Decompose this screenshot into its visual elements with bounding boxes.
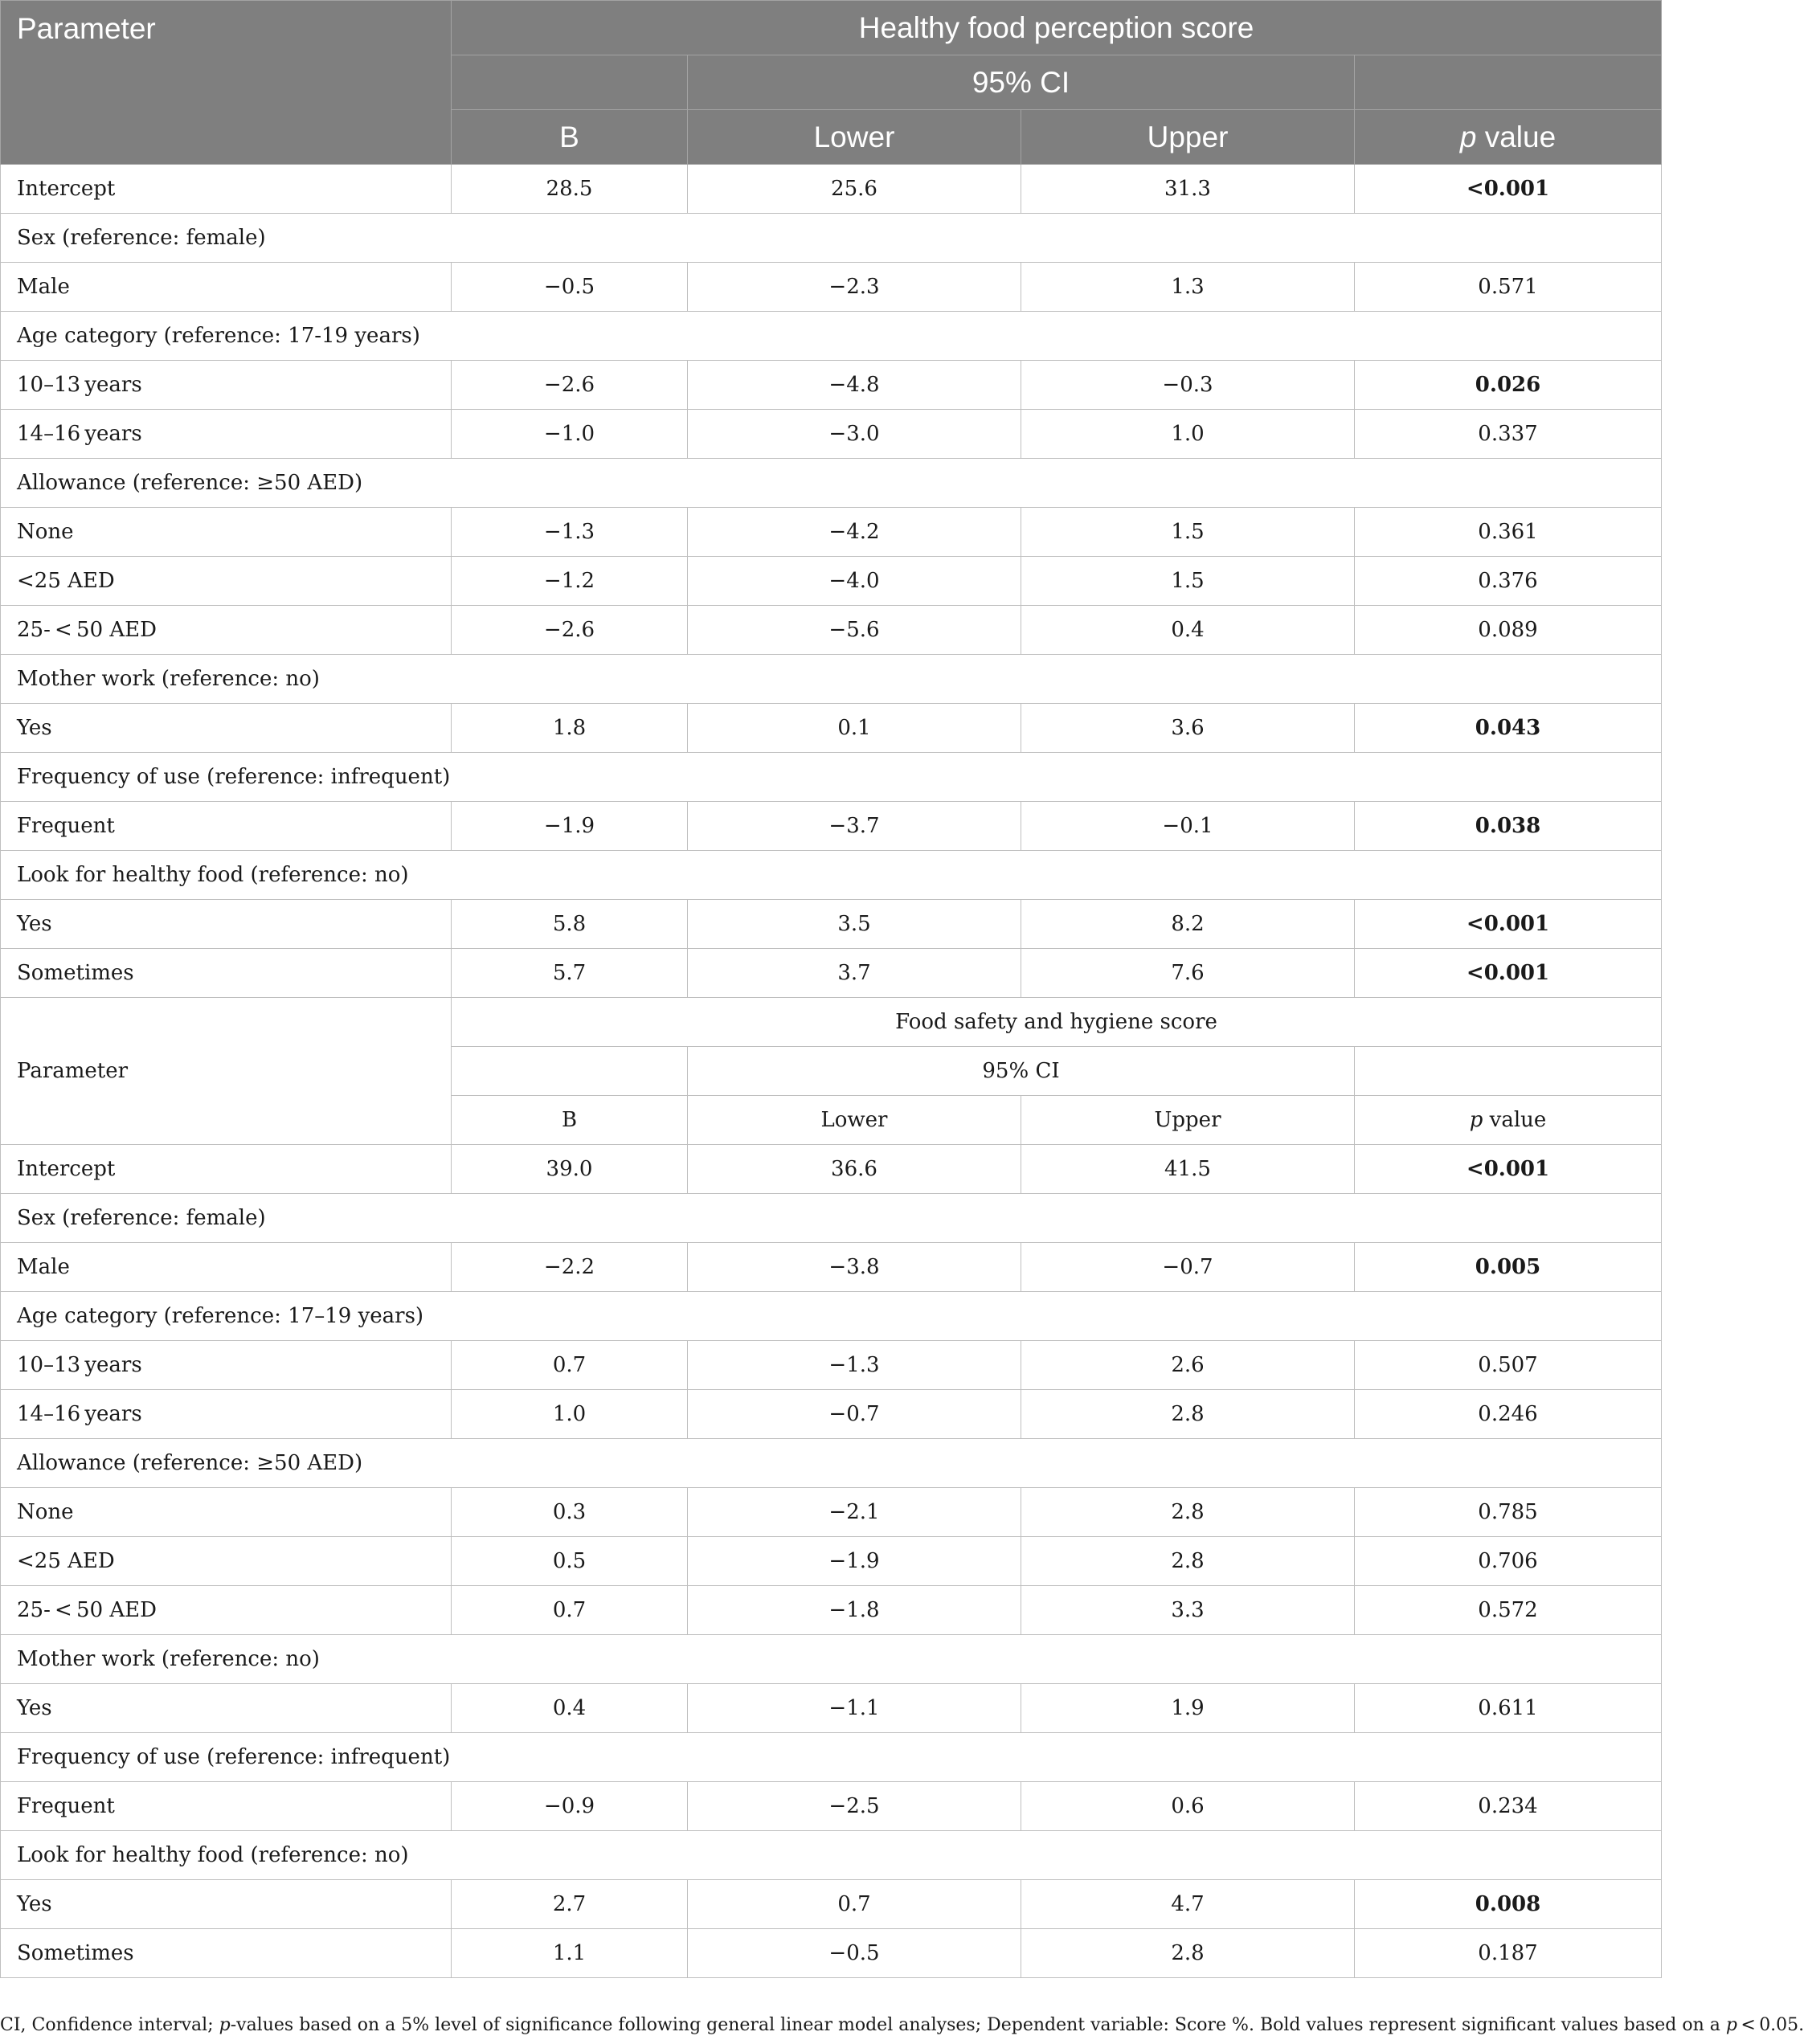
- row-label: <25 AED: [1, 557, 452, 606]
- lower-value: −2.3: [688, 263, 1021, 312]
- table-row: [1, 1341, 1662, 1390]
- p-value: 0.089: [1355, 606, 1662, 655]
- p-value: 0.246: [1355, 1390, 1662, 1439]
- lower-value: −1.3: [688, 1341, 1021, 1390]
- upper-value: 7.6: [1021, 949, 1355, 998]
- p-value: 0.038: [1355, 802, 1662, 851]
- p-value-header: p value: [1355, 1096, 1662, 1145]
- lower-value: −2.5: [688, 1782, 1021, 1831]
- row-label: Intercept: [1, 1145, 452, 1194]
- table-row: [1, 606, 1662, 655]
- section-row: [1, 1635, 1662, 1684]
- lower-value: −1.9: [688, 1537, 1021, 1586]
- row-label: Yes: [1, 900, 452, 949]
- lower-value: −0.5: [688, 1929, 1021, 1978]
- table-row: [1, 508, 1662, 557]
- row-label: Male: [1, 263, 452, 312]
- upper-header: Upper: [1021, 1096, 1355, 1145]
- b-value: −2.2: [452, 1243, 688, 1292]
- row-label: 14–16 years: [1, 1390, 452, 1439]
- section-row: [1, 1831, 1662, 1880]
- lower-value: −4.0: [688, 557, 1021, 606]
- b-value: 0.5: [452, 1537, 688, 1586]
- section-label: Frequency of use (reference: infrequent): [1, 753, 1662, 802]
- section-label: Mother work (reference: no): [1, 655, 1662, 704]
- lower-header: Lower: [688, 1096, 1021, 1145]
- b-value: 5.8: [452, 900, 688, 949]
- p-value: 0.008: [1355, 1880, 1662, 1929]
- b-value: 0.7: [452, 1586, 688, 1635]
- row-label: Intercept: [1, 165, 452, 214]
- blank-cell: [1355, 55, 1662, 110]
- section-row: [1, 312, 1662, 361]
- lower-value: −2.1: [688, 1488, 1021, 1537]
- b-value: −1.2: [452, 557, 688, 606]
- p-value-header: p value: [1355, 110, 1662, 165]
- section-label: Mother work (reference: no): [1, 1635, 1662, 1684]
- p-value: 0.611: [1355, 1684, 1662, 1733]
- upper-value: 31.3: [1021, 165, 1355, 214]
- table-row: [1, 802, 1662, 851]
- section-row: [1, 851, 1662, 900]
- row-label: 10–13 years: [1, 361, 452, 410]
- parameter-header: Parameter: [1, 1, 452, 165]
- section-label: Allowance (reference: ≥50 AED): [1, 1439, 1662, 1488]
- section-label: Look for healthy food (reference: no): [1, 851, 1662, 900]
- table-row: [1, 410, 1662, 459]
- lower-value: −4.2: [688, 508, 1021, 557]
- b-value: 1.8: [452, 704, 688, 753]
- table-row: [1, 1684, 1662, 1733]
- section-row: [1, 655, 1662, 704]
- row-label: 25- < 50 AED: [1, 606, 452, 655]
- ci-header: 95% CI: [688, 55, 1355, 110]
- lower-value: 0.1: [688, 704, 1021, 753]
- table-row: [1, 1145, 1662, 1194]
- upper-value: 1.5: [1021, 557, 1355, 606]
- p-value: <0.001: [1355, 949, 1662, 998]
- p-value: 0.571: [1355, 263, 1662, 312]
- row-label: Sometimes: [1, 949, 452, 998]
- section-row: [1, 1194, 1662, 1243]
- section-label: Allowance (reference: ≥50 AED): [1, 459, 1662, 508]
- table-row: [1, 1537, 1662, 1586]
- upper-value: 8.2: [1021, 900, 1355, 949]
- table-footnote: CI, Confidence interval; p-values based on a 5% level of significance following general linear model analyses; Dependent variable: Score %. Bold values represent significant values based on a p < 0.05.: [0, 2015, 1804, 2035]
- p-value: 0.572: [1355, 1586, 1662, 1635]
- b-value: −0.5: [452, 263, 688, 312]
- score-title: Food safety and hygiene score: [452, 998, 1662, 1047]
- table-row: [1, 704, 1662, 753]
- lower-value: 3.7: [688, 949, 1021, 998]
- upper-value: 2.6: [1021, 1341, 1355, 1390]
- b-value: −0.9: [452, 1782, 688, 1831]
- upper-value: −0.3: [1021, 361, 1355, 410]
- row-label: Frequent: [1, 802, 452, 851]
- lower-value: −4.8: [688, 361, 1021, 410]
- header-row: [1, 998, 1662, 1047]
- section-row: [1, 459, 1662, 508]
- b-header: B: [452, 1096, 688, 1145]
- header-row: [1, 1, 1662, 55]
- section-row: [1, 1733, 1662, 1782]
- b-value: 0.4: [452, 1684, 688, 1733]
- p-value: <0.001: [1355, 900, 1662, 949]
- p-value: 0.005: [1355, 1243, 1662, 1292]
- section-label: Sex (reference: female): [1, 1194, 1662, 1243]
- b-value: 39.0: [452, 1145, 688, 1194]
- b-value: −1.9: [452, 802, 688, 851]
- b-value: −2.6: [452, 606, 688, 655]
- row-label: Sometimes: [1, 1929, 452, 1978]
- upper-value: −0.1: [1021, 802, 1355, 851]
- upper-value: 1.9: [1021, 1684, 1355, 1733]
- lower-value: −3.7: [688, 802, 1021, 851]
- p-value: 0.337: [1355, 410, 1662, 459]
- table-row: [1, 1390, 1662, 1439]
- section-row: [1, 1439, 1662, 1488]
- b-value: 1.0: [452, 1390, 688, 1439]
- section-row: [1, 753, 1662, 802]
- lower-value: −5.6: [688, 606, 1021, 655]
- upper-value: 0.4: [1021, 606, 1355, 655]
- p-value: 0.187: [1355, 1929, 1662, 1978]
- table-row: [1, 1929, 1662, 1978]
- b-value: 5.7: [452, 949, 688, 998]
- upper-value: 1.3: [1021, 263, 1355, 312]
- b-value: −1.3: [452, 508, 688, 557]
- lower-value: −3.0: [688, 410, 1021, 459]
- p-value: 0.376: [1355, 557, 1662, 606]
- lower-value: 25.6: [688, 165, 1021, 214]
- section-label: Age category (reference: 17-19 years): [1, 312, 1662, 361]
- p-value: 0.706: [1355, 1537, 1662, 1586]
- b-value: 0.3: [452, 1488, 688, 1537]
- table-row: [1, 361, 1662, 410]
- lower-header: Lower: [688, 110, 1021, 165]
- p-value: 0.234: [1355, 1782, 1662, 1831]
- section-label: Sex (reference: female): [1, 214, 1662, 263]
- table-row: [1, 1488, 1662, 1537]
- b-value: −2.6: [452, 361, 688, 410]
- p-value: 0.785: [1355, 1488, 1662, 1537]
- table-row: [1, 949, 1662, 998]
- upper-value: 1.5: [1021, 508, 1355, 557]
- parameter-header: Parameter: [1, 998, 452, 1145]
- upper-value: −0.7: [1021, 1243, 1355, 1292]
- score-title: Healthy food perception score: [452, 1, 1662, 55]
- section-row: [1, 214, 1662, 263]
- table-row: [1, 1782, 1662, 1831]
- row-label: <25 AED: [1, 1537, 452, 1586]
- row-label: 10–13 years: [1, 1341, 452, 1390]
- b-value: 0.7: [452, 1341, 688, 1390]
- section-row: [1, 1292, 1662, 1341]
- b-header: B: [452, 110, 688, 165]
- p-value: 0.043: [1355, 704, 1662, 753]
- row-label: Frequent: [1, 1782, 452, 1831]
- blank-cell: [1355, 1047, 1662, 1096]
- p-value: 0.026: [1355, 361, 1662, 410]
- row-label: Yes: [1, 1684, 452, 1733]
- upper-header: Upper: [1021, 110, 1355, 165]
- b-value: 2.7: [452, 1880, 688, 1929]
- p-value: 0.361: [1355, 508, 1662, 557]
- upper-value: 3.6: [1021, 704, 1355, 753]
- lower-value: −1.1: [688, 1684, 1021, 1733]
- b-value: 28.5: [452, 165, 688, 214]
- p-value: <0.001: [1355, 165, 1662, 214]
- b-value: 1.1: [452, 1929, 688, 1978]
- upper-value: 2.8: [1021, 1929, 1355, 1978]
- row-label: None: [1, 1488, 452, 1537]
- lower-value: 36.6: [688, 1145, 1021, 1194]
- section-label: Frequency of use (reference: infrequent): [1, 1733, 1662, 1782]
- row-label: 14–16 years: [1, 410, 452, 459]
- table-row: [1, 557, 1662, 606]
- p-value: <0.001: [1355, 1145, 1662, 1194]
- table-row: [1, 165, 1662, 214]
- lower-value: −1.8: [688, 1586, 1021, 1635]
- upper-value: 1.0: [1021, 410, 1355, 459]
- row-label: Yes: [1, 1880, 452, 1929]
- upper-value: 3.3: [1021, 1586, 1355, 1635]
- section-label: Age category (reference: 17–19 years): [1, 1292, 1662, 1341]
- section-label: Look for healthy food (reference: no): [1, 1831, 1662, 1880]
- blank-cell: [452, 55, 688, 110]
- b-value: −1.0: [452, 410, 688, 459]
- upper-value: 41.5: [1021, 1145, 1355, 1194]
- lower-value: −0.7: [688, 1390, 1021, 1439]
- lower-value: 3.5: [688, 900, 1021, 949]
- upper-value: 2.8: [1021, 1390, 1355, 1439]
- upper-value: 2.8: [1021, 1537, 1355, 1586]
- table-row: [1, 1243, 1662, 1292]
- table-row: [1, 263, 1662, 312]
- table-row: [1, 1586, 1662, 1635]
- row-label: None: [1, 508, 452, 557]
- row-label: Yes: [1, 704, 452, 753]
- upper-value: 0.6: [1021, 1782, 1355, 1831]
- blank-cell: [452, 1047, 688, 1096]
- upper-value: 4.7: [1021, 1880, 1355, 1929]
- ci-header: 95% CI: [688, 1047, 1355, 1096]
- upper-value: 2.8: [1021, 1488, 1355, 1537]
- row-label: Male: [1, 1243, 452, 1292]
- table-row: [1, 900, 1662, 949]
- lower-value: 0.7: [688, 1880, 1021, 1929]
- row-label: 25- < 50 AED: [1, 1586, 452, 1635]
- table-row: [1, 1880, 1662, 1929]
- lower-value: −3.8: [688, 1243, 1021, 1292]
- p-value: 0.507: [1355, 1341, 1662, 1390]
